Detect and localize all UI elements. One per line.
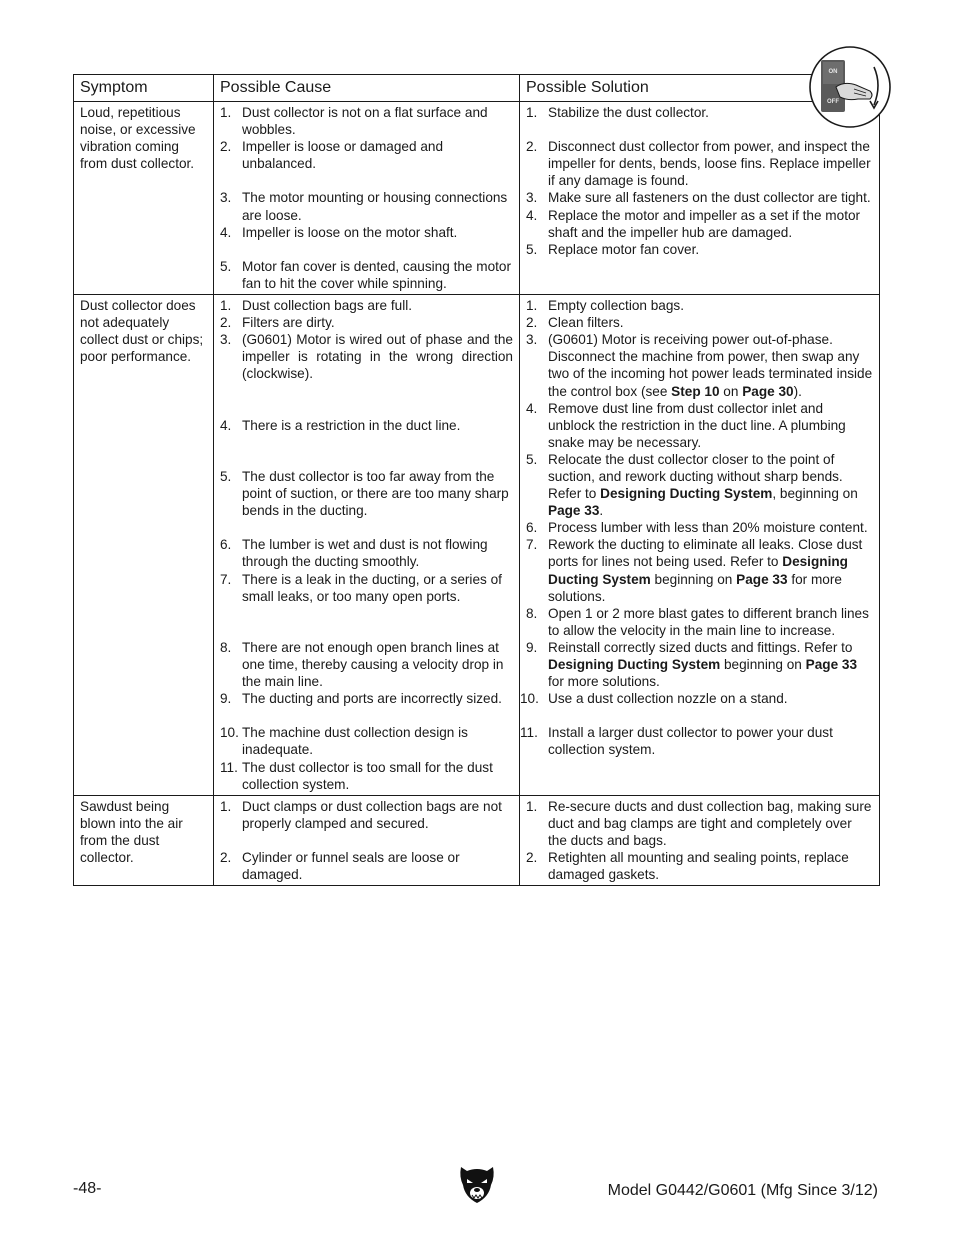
list-item: 4. There is a restriction in the duct line. <box>220 417 461 433</box>
list-item: 2. Disconnect dust collector from power, and inspect the impeller for dents, bends, loose fins. Replace impeller if any damage is found. <box>526 139 871 189</box>
list-item: 10. Use a dust collection nozzle on a stand. <box>520 691 788 707</box>
list-item: 1. Duct clamps or dust collection bags are not properly clamped and secured. <box>220 798 502 831</box>
list-item: 1. Stabilize the dust collector. <box>526 105 709 120</box>
troubleshooting-table <box>73 74 880 886</box>
list-item: 2. Impeller is loose or damaged and unbalanced. <box>220 139 443 172</box>
cause-cell <box>214 102 520 295</box>
header-symptom: Symptom <box>74 75 214 102</box>
table-row <box>74 295 880 796</box>
header-possible-solution: Possible Solution <box>520 75 880 102</box>
list-item: 9. The ducting and ports are incorrectly sized. <box>220 691 502 707</box>
list-item: 3. (G0601) Motor is wired out of phase and the impeller is rotating in the wrong direction (clockwise). <box>220 332 513 382</box>
list-item: 6. Process lumber with less than 20% moisture content. <box>526 520 868 536</box>
list-item: 9. Reinstall correctly sized ducts and fittings. Refer to Designing Ducting System beginning on Page 33 for more solutions. <box>526 639 858 690</box>
list-item: 3. Make sure all fasteners on the dust collector are tight. <box>526 190 871 206</box>
symptom-cell: Loud, repetitious noise, or excessive vibration coming from dust collector. <box>74 102 214 295</box>
table-row <box>74 795 880 885</box>
list-item: 2. Clean filters. <box>526 315 624 331</box>
list-item: 10. The machine dust collection design is inadequate. <box>220 725 468 758</box>
list-item: 7. Rework the ducting to eliminate all leaks. Close dust ports for lines not being used. Refer to Designing Ducting System beginning on Page 33 for more solutions. <box>526 537 863 604</box>
list-item: 1. Dust collector is not on a flat surface and wobbles. <box>220 105 488 138</box>
list-item: 5. Relocate the dust collector closer to the point of suction, and rework ducting without sharp bends. Refer to Designing Ducting System, beginning on Page 33. <box>526 451 858 519</box>
list-item: 3. The motor mounting or housing connections are loose. <box>220 190 508 223</box>
list-item: 4. Remove dust line from dust collector inlet and unblock the restriction in the duct line. A plumbing snake may be necessary. <box>526 400 846 450</box>
list-item: 1. Re-secure ducts and dust collection bag, making sure duct and bag clamps are tight and completely over the ducts and bags. <box>526 798 872 848</box>
bear-logo-icon <box>457 1163 497 1205</box>
list-item: 4. Replace the motor and impeller as a set if the motor shaft and the impeller hub are damaged. <box>526 207 861 240</box>
solution-cell <box>520 295 880 796</box>
model-info: Model G0442/G0601 (Mfg Since 3/12) <box>607 1182 878 1199</box>
list-item: 2. Filters are dirty. <box>220 315 335 331</box>
symptom-cell: Dust collector does not adequately collect dust or chips; poor performance. <box>74 295 214 796</box>
list-item: 8. There are not enough open branch lines at one time, thereby causing a velocity drop in the main line. <box>220 639 504 690</box>
list-item: 3. (G0601) Motor is receiving power out-of-phase. Disconnect the machine from power, then swap any two of the incoming hot power leads terminated inside the control box (see Step 10 on Page 30). <box>526 332 873 399</box>
cause-cell <box>214 795 520 885</box>
solution-cell <box>520 795 880 885</box>
list-item: 11. The dust collector is too small for the dust collection system. <box>220 759 493 792</box>
list-item: 6. The lumber is wet and dust is not flowing through the ducting smoothly. <box>220 537 488 570</box>
switch-off-label: OFF <box>827 99 839 105</box>
symptom-cell: Sawdust being blown into the air from the dust collector. <box>74 795 214 885</box>
table-header-row <box>74 75 880 102</box>
list-item: 2. Retighten all mounting and sealing points, replace damaged gaskets. <box>526 850 849 883</box>
list-item: 8. Open 1 or 2 more blast gates to different branch lines to allow the velocity in the main line to increase. <box>526 605 869 638</box>
cause-cell <box>214 295 520 796</box>
list-item: 5. Motor fan cover is dented, causing the motor fan to hit the cover while spinning. <box>220 258 511 291</box>
switch-on-label: ON <box>828 69 838 75</box>
list-item: 11. Install a larger dust collector to power your dust collection system. <box>520 725 833 758</box>
list-item: 1. Dust collection bags are full. <box>220 298 413 314</box>
header-possible-cause: Possible Cause <box>214 75 520 102</box>
list-item: 5. Replace motor fan cover. <box>526 241 700 257</box>
page-number: -48- <box>73 1180 102 1197</box>
list-item: 7. There is a leak in the ducting, or a series of small leaks, or too many open ports. <box>220 571 502 604</box>
power-switch-icon <box>808 45 892 129</box>
list-item: 5. The dust collector is too far away from the point of suction, or there are too many sharp bends in the ducting. <box>220 468 509 519</box>
table-row <box>74 102 880 295</box>
list-item: 2. Cylinder or funnel seals are loose or damaged. <box>220 850 460 883</box>
solution-cell <box>520 102 880 295</box>
list-item: 4. Impeller is loose on the motor shaft. <box>220 224 458 240</box>
list-item: 1. Empty collection bags. <box>526 298 685 314</box>
